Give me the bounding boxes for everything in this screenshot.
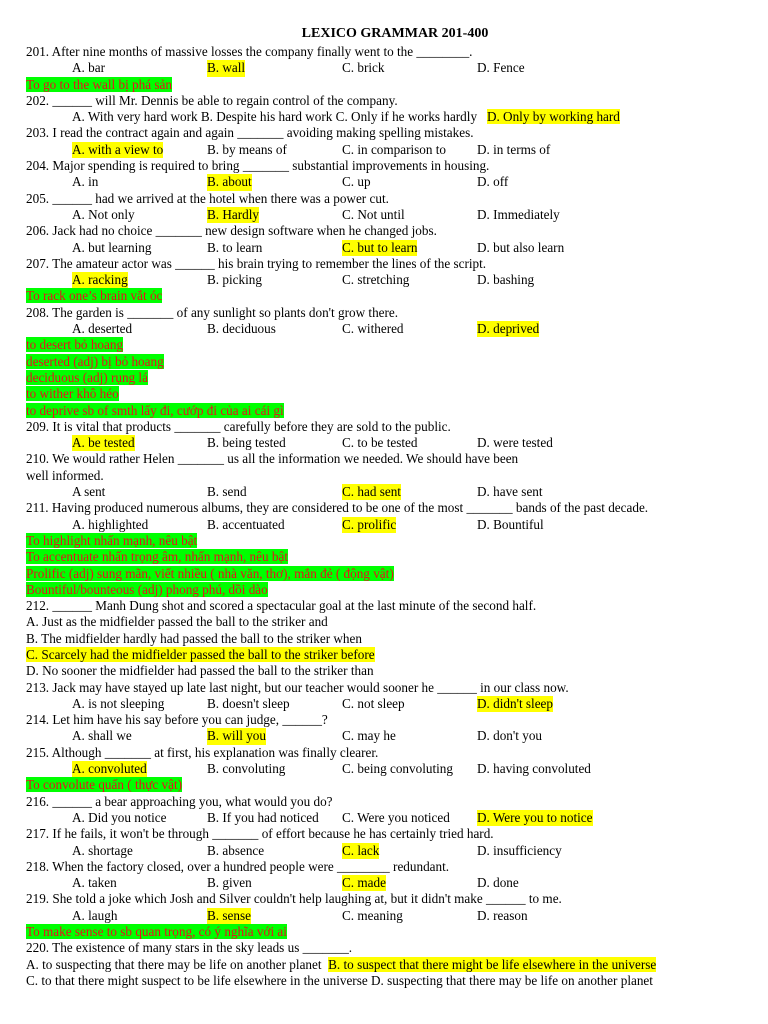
answer-options <box>0 60 768 76</box>
answer-option: B. absence <box>207 842 265 858</box>
correct-answer-option: C. lack <box>342 842 380 858</box>
answer-option: B. being tested <box>207 435 286 451</box>
answer-option: A. bar <box>72 60 105 76</box>
answer-options <box>0 728 768 744</box>
question-stem: 201. After nine months of massive losses the company finally went to the ________. <box>26 44 473 59</box>
answer-option: D. reason <box>477 907 528 923</box>
question-stem: 209. It is vital that products _______ carefully before they are sold to the public. <box>26 418 451 434</box>
answer-option: B. doesn't sleep <box>207 695 290 711</box>
answer-option: B. accentuated <box>207 516 285 532</box>
question-stem: 213. Jack may have stayed up late last night, but our teacher would sooner he ______ in our class now. <box>26 679 569 695</box>
text-line: B. The midfielder hardly had passed the ball to the striker when <box>26 630 362 646</box>
note-text: to wither khô héo <box>26 386 119 402</box>
vocabulary-note <box>0 582 768 598</box>
answer-option: D. done <box>477 875 519 891</box>
note-text: To make sense to sb quan trọng, có ý nghĩa với ai <box>26 924 287 940</box>
answer-option: D. insufficiency <box>477 842 562 858</box>
answer-option: D. bashing <box>477 272 535 288</box>
answer-option: B. picking <box>207 272 262 288</box>
answer-option: A. Did you notice <box>72 809 167 825</box>
answer-option: A. highlighted <box>72 516 149 532</box>
vocabulary-note <box>0 354 768 370</box>
question-stem: 203. I read the contract again and again _______ avoiding making spelling mistakes. <box>26 125 474 141</box>
vocabulary-note <box>0 370 768 386</box>
note-text: deserted (adj) bị bỏ hoang <box>26 353 164 369</box>
correct-answer-option: D. Were you to notice <box>477 809 593 825</box>
vocabulary-note <box>0 403 768 419</box>
text-line: A. Just as the midfielder passed the ball to the striker and <box>26 614 328 630</box>
answer-options <box>0 207 768 223</box>
correct-answer-option: D. didn't sleep <box>477 695 553 711</box>
correct-answer-option: C. Scarcely had the midfielder passed the ball to the striker before <box>26 646 375 662</box>
answer-options <box>0 517 768 533</box>
answer-option: A. shortage <box>72 842 133 858</box>
answer-option: C. Not until <box>342 206 405 222</box>
question-stem: 207. The amateur actor was ______ his brain trying to remember the lines of the script. <box>26 255 487 271</box>
question-stem: 218. When the factory closed, over a hundred people were ________ redundant. <box>26 858 450 874</box>
note-text: To highlight nhấn mạnh, nêu bật <box>26 532 198 548</box>
correct-answer-option: A. with a view to <box>72 141 164 157</box>
answer-option: B. deciduous <box>207 321 276 337</box>
question-stem: 205. ______ had we arrived at the hotel when there was a power cut. <box>26 190 389 206</box>
answer-option: B. convoluting <box>207 761 286 777</box>
question-stem: 217. If he fails, it won't be through _______ of effort because he has certainly tried hard. <box>26 826 494 842</box>
answer-option: A. laugh <box>72 907 118 923</box>
vocabulary-note <box>0 288 768 304</box>
answer-options <box>0 810 768 826</box>
answer-option: C. brick <box>342 60 385 76</box>
question-stem: 219. She told a joke which Josh and Silver couldn't help laughing at, but it didn't make ______ to me. <box>26 891 562 907</box>
note-text: deciduous (adj) rụng lá <box>26 369 148 385</box>
answer-options <box>0 484 768 500</box>
answer-option: A sent <box>72 484 106 500</box>
answer-options <box>0 875 768 891</box>
correct-answer-option: D. Only by working hard <box>486 109 620 125</box>
answer-options <box>0 435 768 451</box>
answer-options <box>0 174 768 190</box>
note-text: Prolific (adj) sung mãn, viết nhiều ( nhà văn, thơ), mắn đẻ ( động vật) <box>26 565 394 581</box>
answer-option: A. Not only <box>72 206 135 222</box>
correct-answer-option: C. made <box>342 875 386 891</box>
note-text: To rack one’s brain vắt óc <box>26 288 163 304</box>
question-stem: 214. Let him have his say before you can judge, ______? <box>26 712 328 728</box>
answer-option: C. meaning <box>342 907 403 923</box>
answer-option: D. don't you <box>477 728 543 744</box>
answer-option: D. Bountiful <box>477 516 544 532</box>
answer-option: C. being convoluting <box>342 761 453 777</box>
correct-answer-option: B. sense <box>207 907 251 923</box>
answer-option: C. to be tested <box>342 435 418 451</box>
answer-option: D. but also learn <box>477 239 565 255</box>
answer-option: D. off <box>477 174 509 190</box>
answer-option: C. Were you noticed <box>342 809 450 825</box>
correct-answer-option: C. had sent <box>342 484 401 500</box>
correct-answer-option: C. but to learn <box>342 239 418 255</box>
correct-answer-option: D. deprived <box>477 321 540 337</box>
answer-option: C. withered <box>342 321 404 337</box>
answer-options-inline <box>0 109 768 125</box>
vocabulary-note <box>0 533 768 549</box>
answer-option: A. With very hard work B. Despite his hard work C. Only if he works hardly <box>72 109 487 125</box>
answer-options <box>0 696 768 712</box>
question-stem: 204. Major spending is required to bring _______ substantial improvements in housing. <box>26 158 490 174</box>
note-text: To convolute quấn ( thực vật) <box>26 777 183 793</box>
answer-options <box>0 272 768 288</box>
correct-answer-option: C. prolific <box>342 516 397 532</box>
answer-option: D. Immediately <box>477 206 560 222</box>
note-text: To go to the wall bị phá sản <box>26 76 172 92</box>
answer-option: A. in <box>72 174 99 190</box>
correct-answer-option: A. racking <box>72 272 128 288</box>
vocabulary-note <box>0 924 768 940</box>
note-text: to deprive sb of smth lấy đi, cướp đi của ai cái gì <box>26 402 284 418</box>
answer-options <box>0 761 768 777</box>
answer-option: A. shall we <box>72 728 132 744</box>
correct-answer-option: B. to suspect that there might be life elsewhere in the universe <box>328 956 657 972</box>
vocabulary-note <box>0 337 768 353</box>
text-line: well informed. <box>26 467 104 483</box>
answer-option: C. not sleep <box>342 695 405 711</box>
vocabulary-note <box>0 566 768 582</box>
answer-option: C. may he <box>342 728 396 744</box>
correct-answer-option: A. convoluted <box>72 761 147 777</box>
correct-answer-option: B. about <box>207 174 252 190</box>
answer-option: A. is not sleeping <box>72 695 165 711</box>
answer-option: B. send <box>207 484 247 500</box>
question-stem: 208. The garden is _______ of any sunlight so plants don't grow there. <box>26 304 399 320</box>
correct-answer-option: B. wall <box>207 60 246 76</box>
note-text: Bountiful/bounteous (adj) phong phú, dồi dào <box>26 581 268 597</box>
answer-option: D. were tested <box>477 435 553 451</box>
question-stem: 202. ______ will Mr. Dennis be able to regain control of the company. <box>26 92 398 108</box>
answer-options <box>0 908 768 924</box>
vocabulary-note <box>0 777 768 793</box>
question-stem: 215. Although _______ at first, his explanation was finally clearer. <box>26 744 379 760</box>
answer-option: B. If you had noticed <box>207 809 319 825</box>
answer-option: A. taken <box>72 875 117 891</box>
vocabulary-note <box>0 77 768 93</box>
answer-option: C. stretching <box>342 272 410 288</box>
answer-option: D. in terms of <box>477 141 551 157</box>
answer-option: B. by means of <box>207 141 287 157</box>
answer-option: A. deserted <box>72 321 133 337</box>
answer-option: D. having convoluted <box>477 761 591 777</box>
answer-options <box>0 843 768 859</box>
question-stem: 206. Jack had no choice _______ new design software when he changed jobs. <box>26 223 437 239</box>
text-line: D. No sooner the midfielder had passed the ball to the striker than <box>26 663 374 679</box>
answer-option: C. up <box>342 174 371 190</box>
answer-option: B. given <box>207 875 252 891</box>
question-stem: 220. The existence of many stars in the sky leads us _______. <box>26 940 353 956</box>
question-stem: 211. Having produced numerous albums, they are considered to be one of the most _______ bands of the past decade. <box>26 500 649 516</box>
answer-options <box>0 240 768 256</box>
question-stem: 212. ______ Manh Dung shot and scored a spectacular goal at the last minute of the second half. <box>26 598 537 614</box>
answer-option: B. to learn <box>207 239 263 255</box>
answer-options <box>0 142 768 158</box>
question-list <box>0 44 768 989</box>
correct-answer-option: B. will you <box>207 728 266 744</box>
correct-answer-option: A. be tested <box>72 435 135 451</box>
note-text: to desert bỏ hoang <box>26 337 124 353</box>
note-text: To accentuate nhấn trọng âm, nhấn mạnh, nêu bật <box>26 549 288 565</box>
answer-option: A. but learning <box>72 239 152 255</box>
correct-answer-option: B. Hardly <box>207 206 260 222</box>
document-title: LEXICO GRAMMAR 201-400 <box>301 26 489 41</box>
answer-option: D. Fence <box>477 60 525 76</box>
answer-option: D. have sent <box>477 484 543 500</box>
document <box>0 26 768 989</box>
answer-options-inline <box>0 957 768 973</box>
vocabulary-note <box>0 386 768 402</box>
answer-options-inline <box>0 647 768 663</box>
answer-options <box>0 321 768 337</box>
answer-option: C. in comparison to <box>342 141 447 157</box>
question-stem: 210. We would rather Helen _______ us all the information we needed. We should have been <box>26 451 519 467</box>
answer-option: A. to suspecting that there may be life on another planet <box>26 956 329 972</box>
text-line: C. to that there might suspect to be life elsewhere in the universe D. suspecting that there may be life on another planet <box>26 972 653 988</box>
vocabulary-note <box>0 549 768 565</box>
question-stem: 216. ______ a bear approaching you, what would you do? <box>26 793 333 809</box>
